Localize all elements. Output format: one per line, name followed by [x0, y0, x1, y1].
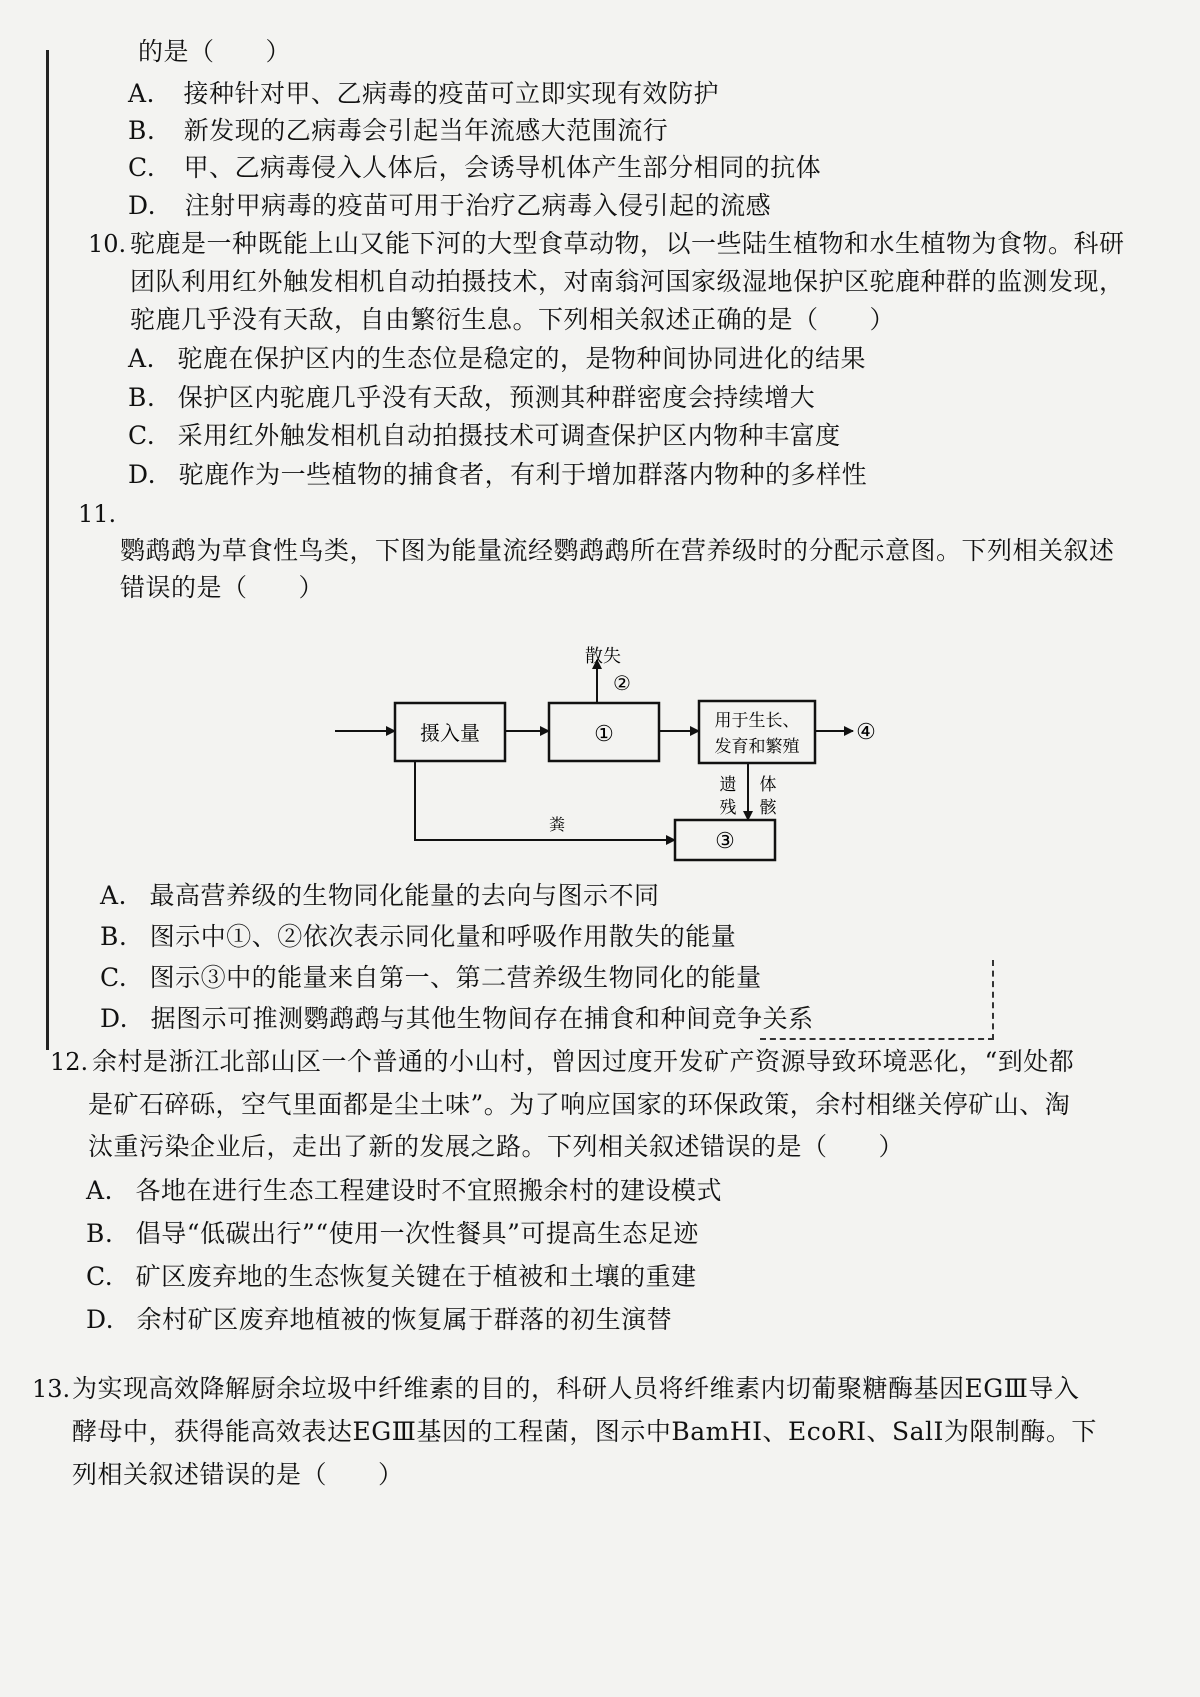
option-label: B.	[100, 922, 128, 951]
option-label: A.	[86, 1176, 114, 1205]
option-text: 余村矿区废弃地植被的恢复属于群落的初生演替	[136, 1305, 673, 1334]
option-text: 矿区废弃地的生态恢复关键在于植被和土壤的重建	[135, 1262, 697, 1291]
option-label: A.	[128, 344, 156, 373]
q11-number: 11.	[78, 500, 117, 528]
option-label: C.	[100, 963, 128, 992]
q12-number: 12.	[50, 1048, 89, 1076]
intake-label: 摄入量	[420, 721, 480, 745]
option-label: D.	[128, 460, 157, 489]
option-text: 最高营养级的生物同化能量的去向与图示不同	[149, 881, 660, 910]
option-text: 倡导“低碳出行”“使用一次性餐具”可提高生态足迹	[135, 1219, 699, 1248]
option-label: D.	[86, 1305, 115, 1334]
option-text: 图示③中的能量来自第一、第二营养级生物同化的能量	[149, 963, 762, 992]
option-text: 采用红外触发相机自动拍摄技术可调查保护区内物种丰富度	[177, 421, 841, 450]
option-label: A.	[100, 881, 128, 910]
residue-label-1: 遗	[719, 775, 737, 795]
next-level-label: ④	[856, 720, 876, 745]
option-text: 据图示可推测鹦鹉鹉与其他生物间存在捕食和种间竞争关系	[150, 1004, 814, 1033]
q12-stem-line-3: 汰重污染企业后，走出了新的发展之路。下列相关叙述错误的是（ ）	[88, 1132, 905, 1161]
option-text: 新发现的乙病毒会引起当年流感大范围流行	[183, 116, 669, 145]
option-label: B.	[128, 383, 156, 412]
q11-option-c	[100, 962, 762, 994]
option-text: 驼鹿在保护区内的生态位是稳定的，是物种间协同进化的结果	[177, 344, 866, 373]
q10-option-a	[128, 343, 866, 375]
option-text: 各地在进行生态工程建设时不宜照搬余村的建设模式	[135, 1176, 722, 1205]
q13-stem-line-2: 酵母中，获得能高效表达EGⅢ基因的工程菌，图示中BamHⅠ、EcoRⅠ、SalⅠ为限制酶。下	[72, 1417, 1097, 1446]
q12-option-d	[86, 1304, 672, 1336]
feces-arrow	[415, 761, 675, 840]
q12-stem-line-2: 是矿石碎砾，空气里面都是尘土味”。为了响应国家的环保政策，余村相继关停矿山、淘	[88, 1090, 1071, 1119]
option-text: 驼鹿作为一些植物的捕食者，有利于增加群落内物种的多样性	[178, 460, 868, 489]
option-text: 甲、乙病毒侵入人体后，会诱导机体产生部分相同的抗体	[183, 153, 822, 182]
q10-stem-line-3: 驼鹿几乎没有天敌，自由繁衍生息。下列相关叙述正确的是（ ）	[130, 305, 896, 334]
option-label: D.	[100, 1004, 129, 1033]
residue-label-2: 残	[719, 798, 737, 818]
option-label: B.	[128, 116, 156, 145]
q9-option-c	[128, 152, 821, 184]
q11-option-d	[100, 1003, 814, 1035]
q12-option-c	[86, 1261, 697, 1293]
option-label: A.	[128, 79, 156, 108]
growth-label-line-1: 用于生长、	[714, 711, 800, 731]
assimilation-label: ①	[594, 722, 614, 747]
q11-stem-line-2: 错误的是（ ）	[120, 573, 325, 602]
q13-stem-line-3: 列相关叙述错误的是（ ）	[72, 1460, 404, 1489]
q10-option-b	[128, 382, 815, 414]
energy-flow-diagram	[335, 646, 876, 908]
loss-number: ②	[613, 671, 631, 695]
q13-stem-line-1: 为实现高效降解厨余垃圾中纤维素的目的，科研人员将纤维素内切葡聚糖酶基因EGⅢ导入	[72, 1374, 1080, 1403]
q10-option-c	[128, 420, 841, 452]
q12-option-a	[86, 1175, 722, 1207]
corpse-label-1: 体	[759, 775, 777, 795]
q9-option-b	[128, 115, 668, 147]
q10-number: 10.	[88, 230, 127, 258]
decomposer-label: ③	[715, 829, 735, 854]
feces-label: 粪	[548, 815, 566, 834]
q12-option-b	[86, 1218, 699, 1250]
q9-option-d	[128, 190, 771, 222]
option-label: D.	[128, 191, 157, 220]
q9-stem-tail: 的是（ ）	[138, 37, 292, 66]
q12-stem-line-1: 余村是浙江北部山区一个普通的小山村，曾因过度开发矿产资源导致环境恶化，“到处都	[92, 1047, 1075, 1076]
q10-option-d	[128, 459, 867, 491]
q10-stem-line-1: 驼鹿是一种既能上山又能下河的大型食草动物，以一些陆生植物和水生植物为食物。科研	[130, 229, 1125, 258]
option-label: B.	[86, 1219, 114, 1248]
margin-rule	[46, 50, 49, 1050]
loss-label: 散失	[585, 646, 621, 667]
growth-label-line-2: 发育和繁殖	[714, 737, 800, 757]
q11-option-a	[100, 880, 659, 912]
q13-number: 13.	[32, 1375, 71, 1403]
q11-option-b	[100, 921, 736, 953]
q11-stem-line-1: 鹦鹉鹉为草食性鸟类，下图为能量流经鹦鹉鹉所在营养级时的分配示意图。下列相关叙述	[120, 536, 1115, 565]
option-text: 图示中①、②依次表示同化量和呼吸作用散失的能量	[149, 922, 737, 951]
option-label: C.	[86, 1262, 114, 1291]
dashed-frame	[760, 960, 994, 1040]
option-text: 注射甲病毒的疫苗可用于治疗乙病毒入侵引起的流感	[184, 191, 772, 220]
q9-option-a	[128, 78, 719, 110]
option-label: C.	[128, 421, 156, 450]
option-text: 接种针对甲、乙病毒的疫苗可立即实现有效防护	[183, 79, 719, 108]
option-text: 保护区内驼鹿几乎没有天敌，预测其种群密度会持续增大	[177, 383, 816, 412]
corpse-label-2: 骸	[759, 798, 777, 818]
option-label: C.	[128, 153, 156, 182]
q10-stem-line-2: 团队利用红外触发相机自动拍摄技术，对南翁河国家级湿地保护区驼鹿种群的监测发现，	[130, 267, 1125, 296]
